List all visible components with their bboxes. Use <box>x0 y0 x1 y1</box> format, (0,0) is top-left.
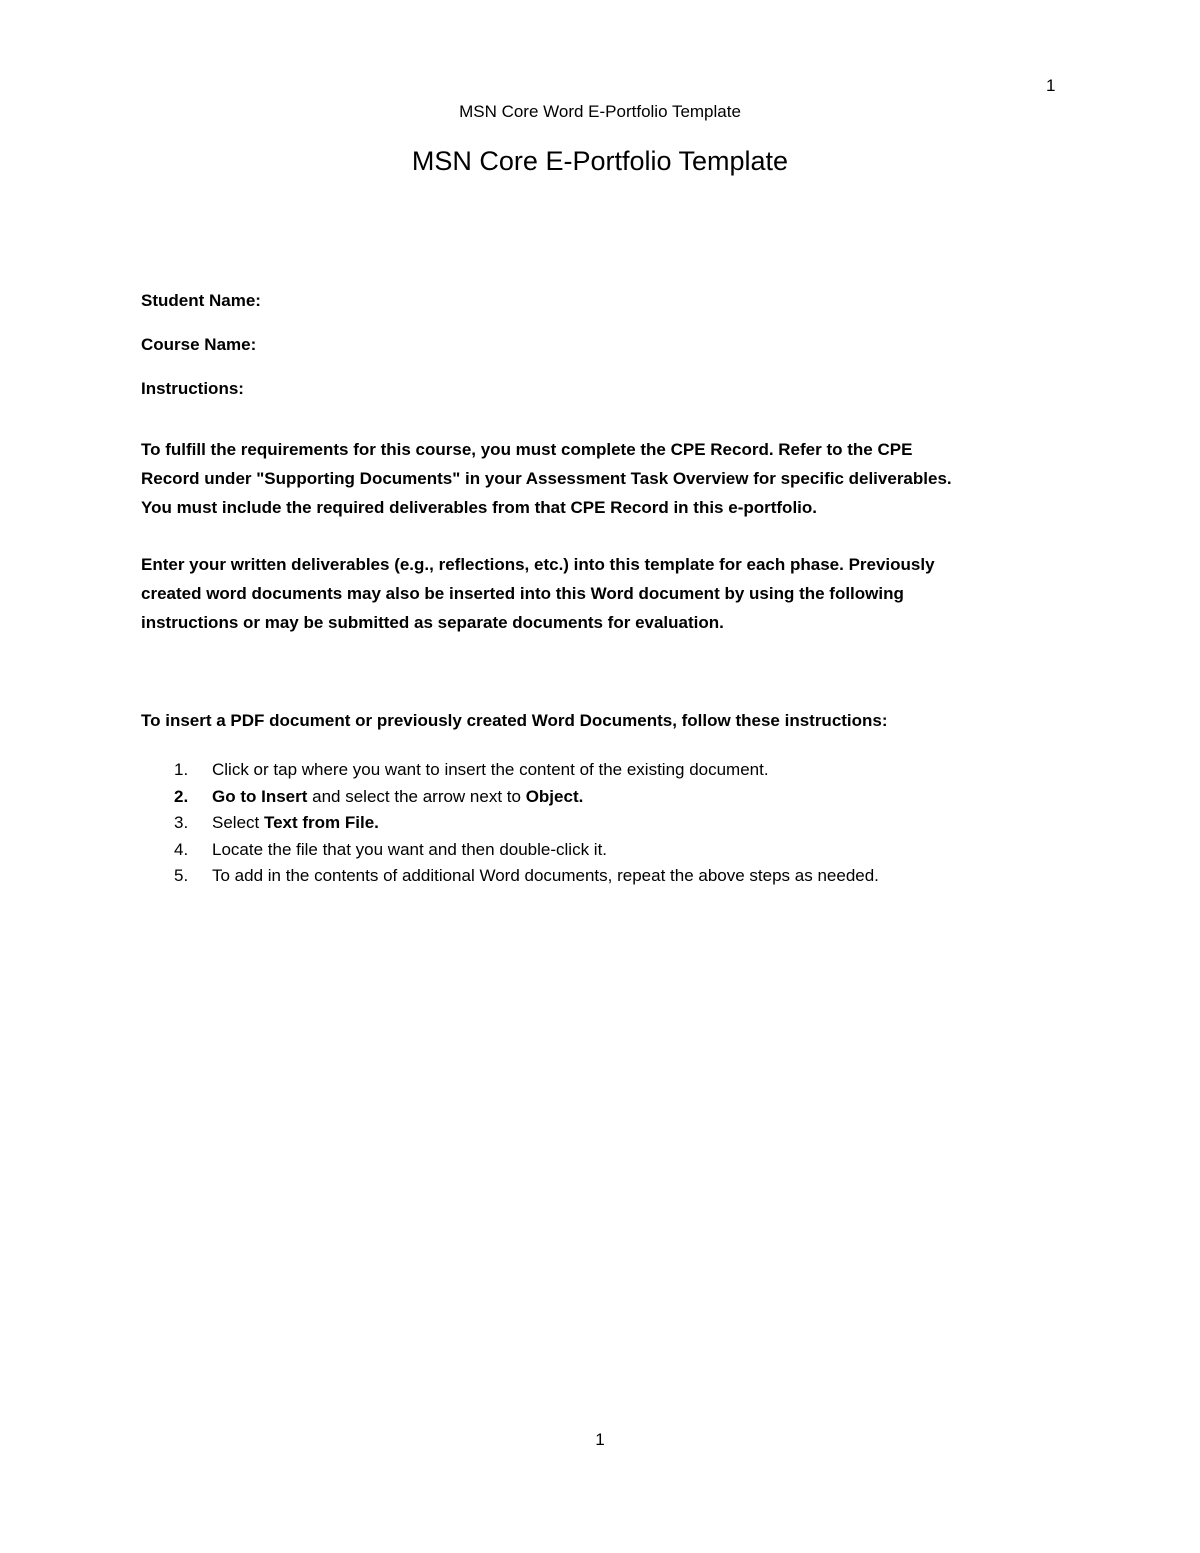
step-text-bold: Text from File. <box>263 813 379 832</box>
step-text-pre: Go to <box>212 786 262 806</box>
document-body <box>141 290 1041 890</box>
step-number: 2. <box>174 786 189 806</box>
document-title: MSN Core E-Portfolio Template <box>411 146 789 176</box>
header-page-number: 1 <box>1046 76 1056 95</box>
step-text-pre: Select <box>212 813 264 832</box>
student-name-label: Student Name: <box>141 291 261 310</box>
paragraph-line: Record under "Supporting Documents" in your Assessment Task Overview for specific deliverables. <box>141 469 952 488</box>
running-header-title: MSN Core Word E-Portfolio Template <box>459 102 741 121</box>
deliverables-paragraph <box>141 550 1041 637</box>
list-item <box>141 837 1041 864</box>
step-text: Click or tap where you want to insert the content of the existing document. <box>212 760 769 779</box>
instruction-steps-list <box>141 757 1041 890</box>
footer-page-number: 1 <box>595 1430 605 1449</box>
step-number: 1. <box>174 760 189 779</box>
step-text: Locate the file that you want and then double-click it. <box>212 839 608 859</box>
cpe-requirement-paragraph <box>141 435 1041 522</box>
instructions-label: Instructions: <box>141 379 244 398</box>
paragraph-line: You must include the required deliverables from that CPE Record in this e-portfolio. <box>141 498 817 517</box>
course-name-label: Course Name: <box>141 335 257 354</box>
step-text-mid: and select the arrow next to <box>307 786 526 806</box>
paragraph-line: To fulfill the requirements for this course, you must complete the CPE Record. Refer to the CPE <box>141 440 913 459</box>
step-number: 3. <box>174 813 189 832</box>
paragraph-line: created word documents may also be inserted into this Word document by using the following <box>141 584 904 603</box>
paragraph-line: Enter your written deliverables (e.g., reflections, etc.) into this template for each phase. Previously <box>141 555 935 574</box>
list-item <box>141 757 1041 784</box>
list-item <box>141 784 1041 811</box>
list-item <box>141 810 1041 837</box>
paragraph-line: instructions or may be submitted as separate documents for evaluation. <box>141 613 724 632</box>
insert-instructions-heading: To insert a PDF document or previously created Word Documents, follow these instructions: <box>141 711 888 730</box>
step-text-bold: Object. <box>525 786 584 806</box>
step-text-bold: Insert <box>261 786 308 806</box>
step-number: 4. <box>174 839 189 859</box>
step-number: 5. <box>174 866 189 885</box>
step-text: To add in the contents of additional Word documents, repeat the above steps as needed. <box>212 866 879 885</box>
list-item <box>141 863 1041 890</box>
